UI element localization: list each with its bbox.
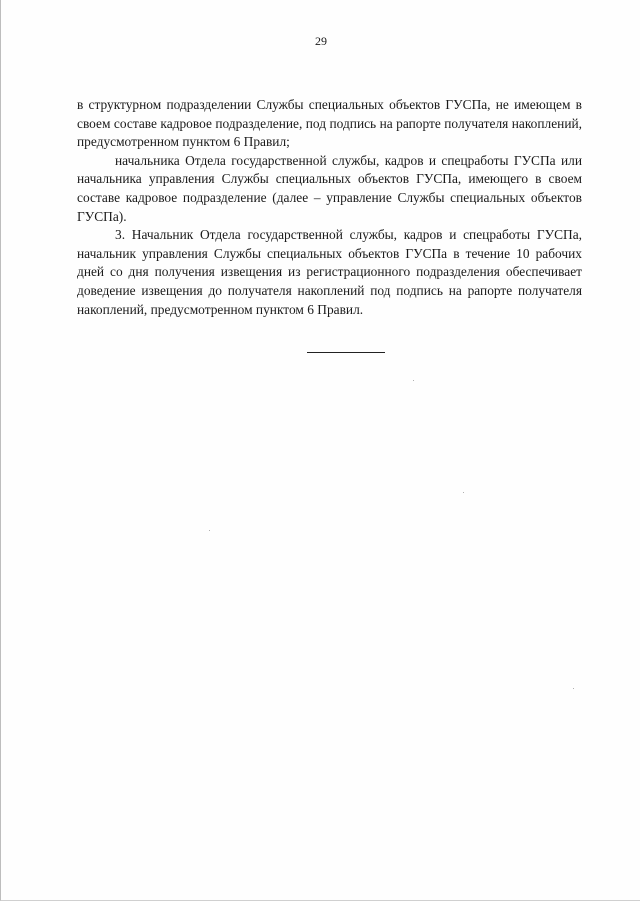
end-separator-line xyxy=(307,352,385,353)
paragraph-department-head: начальника Отдела государственной службы, кадров и спецработы ГУСПа или начальника управления Службы специальных объектов ГУСПа, имеющего в своем составе кадровое подразделение (далее – управление Службы специальных объектов ГУСПа). xyxy=(77,152,582,224)
scan-speck xyxy=(413,380,414,381)
scan-speck xyxy=(573,688,574,689)
scan-speck xyxy=(463,492,464,493)
paragraph-continuation: в структурном подразделении Службы специальных объектов ГУСПа, не имеющем в своем составе кадровое подразделение, под подпись на рапорте получателя накоплений, предусмотренном пунктом 6 Правил; xyxy=(77,97,582,150)
scan-speck xyxy=(209,530,210,531)
paragraph-item-3: 3. Начальник Отдела государственной службы, кадров и спецработы ГУСПа, начальник управления Службы специальных объектов ГУСПа в течение 10 рабочих дней со дня получения извещения из регистрационного подразделения обеспечивает доведение извещения до получателя накоплений под подпись на рапорте получателя накоплений, предусмотренном пунктом 6 Правил. xyxy=(77,227,582,317)
document-body xyxy=(77,96,582,319)
page-number: 29 xyxy=(315,34,327,48)
